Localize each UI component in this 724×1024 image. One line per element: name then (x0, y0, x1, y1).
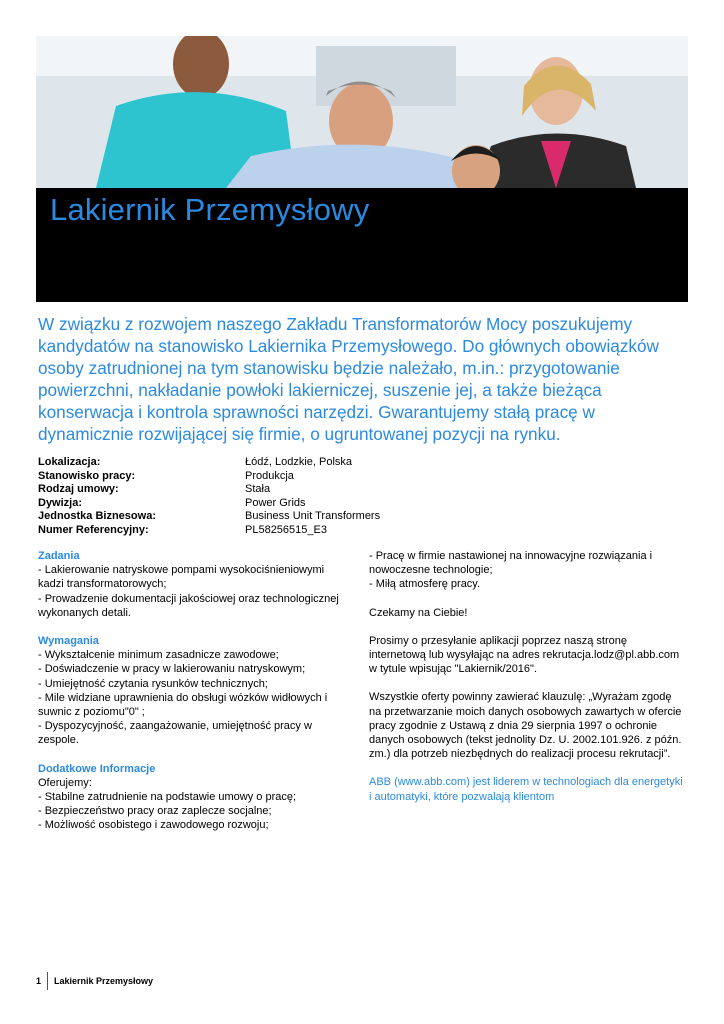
job-details (38, 456, 380, 538)
detail-value: Stała (245, 483, 271, 496)
requirement-item: - Umiejętność czytania rysunków technicznych; (38, 677, 268, 690)
detail-row-position (38, 470, 380, 484)
page-title: Lakiernik Przemysłowy (50, 192, 370, 227)
team-photo-image (36, 36, 688, 188)
detail-value: Business Unit Transformers (245, 510, 381, 523)
detail-value: Power Grids (245, 496, 306, 509)
requirement-item: - Mile widziane uprawnienia do obsługi wózków widłowych i suwnic z poziomu"0" ; (38, 691, 328, 719)
detail-row-business-unit (38, 510, 380, 524)
title-band (36, 188, 688, 302)
closing-text: Czekamy na Ciebie! (369, 606, 468, 619)
detail-row-location (38, 456, 380, 470)
section-title-additional-info: Dodatkowe Informacje (38, 762, 156, 775)
footer-divider (47, 972, 48, 990)
requirement-item: - Dyspozycyjność, zaangażowanie, umiejętność pracy w zespole. (38, 720, 312, 747)
requirement-item: - Doświadczenie w pracy w lakierowaniu natryskowym; (38, 663, 306, 676)
page-number: 1 (36, 976, 42, 986)
offer-item: Oferujemy: (38, 776, 92, 789)
offer-item: - Miłą atmosferę pracy. (369, 578, 481, 591)
task-item: - Prowadzenie dokumentacji jakościowej oraz technologicznej wykonanych detali. (38, 592, 339, 619)
hero-photo (36, 36, 688, 188)
detail-label: Numer Referencyjny: (38, 523, 149, 536)
detail-label: Rodzaj umowy: (38, 483, 119, 496)
offer-item: - Stabilne zatrudnienie na podstawie umowy o pracę; (38, 791, 297, 804)
offer-item: - Możliwość osobistego i zawodowego rozwoju; (38, 819, 269, 832)
detail-row-contract (38, 483, 380, 497)
detail-row-reference (38, 524, 380, 538)
detail-label: Stanowisko pracy: (38, 469, 136, 482)
detail-label: Lokalizacja: (38, 456, 101, 468)
detail-label: Dywizja: (38, 496, 83, 509)
detail-value: Łódź, Lodzkie, Polska (245, 456, 353, 468)
page-footer (36, 972, 153, 990)
detail-value: Produkcja (245, 469, 294, 482)
section-title-tasks: Zadania (38, 550, 80, 562)
task-item: - Lakierowanie natryskowe pompami wysokociśnieniowymi kadzi transformatorowych; (38, 564, 325, 591)
offer-item: - Bezpieczeństwo pracy oraz zaplecze socjalne; (38, 805, 272, 818)
application-instructions: Prosimy o przesyłanie aplikacji poprzez naszą stronę internetową lub wysyłając na adres rekrutacja.lodz@pl.abb.com w tytule wpisując "Lakiernik/2016". (369, 634, 680, 676)
company-description: ABB (www.abb.com) jest liderem w technologiach dla energetyki i automatyki, które pozwalają klientom (369, 776, 683, 803)
detail-value: PL58256515_E3 (245, 523, 327, 536)
detail-label: Jednostka Biznesowa: (38, 510, 156, 523)
detail-row-division (38, 497, 380, 511)
consent-clause: Wszystkie oferty powinny zawierać klauzulę: „Wyrażam zgodę na przetwarzanie moich danych osobowych zawartych w ofercie pracy zgodnie z Ustawą z dnia 29 sierpnia 1997 o ochronie danych osobowych (tekst jednolity Dz. U. 2002.101.926. z późn. zm.) dla potrzeb niezbędnych do realizacji procesu rekrutacji”. (369, 691, 682, 761)
section-title-requirements: Wymagania (38, 635, 99, 648)
offer-item: - Pracę w firmie nastawionej na innowacyjne rozwiązania i nowoczesne technologie; (369, 550, 653, 577)
right-column (369, 549, 684, 804)
requirement-item: - Wykształcenie minimum zasadnicze zawodowe; (38, 649, 279, 662)
intro-paragraph: W związku z rozwojem naszego Zakładu Transformatorów Mocy poszukujemy kandydatów na stanowisko Lakiernika Przemysłowego. Do głównych obowiązków osoby zatrudnionej na tym stanowisku będzie należało, m.in.: przygotowanie powierzchni, nakładanie powłoki lakierniczej, suszenie jej, a także bieżąca konserwacja i kontrola sprawności narzędzi. Gwarantujemy stałą pracę w dynamicznie rozwijającej się firmie, o ugruntowanej pozycji na rynku. (38, 314, 659, 444)
footer-title: Lakiernik Przemysłowy (54, 976, 154, 986)
left-column (38, 549, 343, 833)
